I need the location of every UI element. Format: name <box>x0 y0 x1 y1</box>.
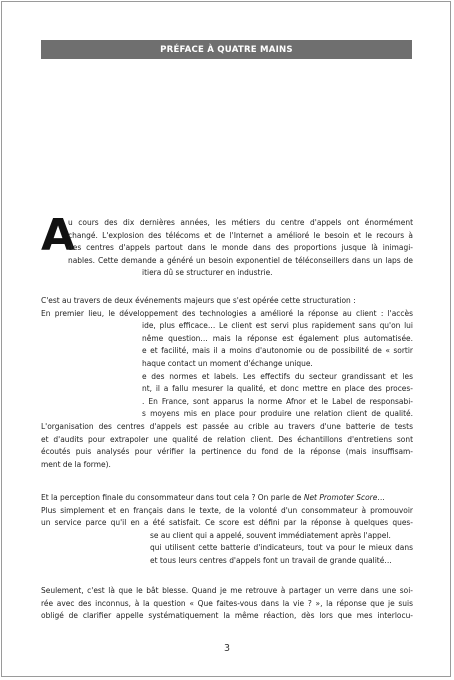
text-line: écoutés puis analysés pour vérifier la pertinence du fond de la réponse (mais insuffisam- <box>41 446 413 457</box>
text-line <box>41 491 413 504</box>
text-line: Seulement, c'est là que le bât blesse. Quand je me retrouve à partager un verre dans une soi- <box>41 585 413 595</box>
text-line: un service parce qu'il en a été satisfait. Ce score est défini par la réponse à quelques ques- <box>41 517 413 528</box>
text-line: En premier lieu, le développement des technologies a amélioré la réponse au client : l'accès <box>41 307 413 318</box>
text-line: et d'audits pour extrapoler une qualité de relation client. Des échantillons d'entretiens sont <box>41 433 413 444</box>
paragraph-intro <box>41 210 413 279</box>
paragraph-structuration <box>41 294 413 470</box>
text-line: se au client qui a appelé, souvent immédiatement après l'appel. <box>150 529 391 540</box>
text-line: . En France, sont apparus la norme Afnor et le Label de responsabi- <box>142 395 413 406</box>
text-line: L'organisation des centres d'appels est passée au crible au travers d'une batterie de tests <box>41 420 413 431</box>
text-line: ment de la forme). <box>41 458 111 469</box>
page-number: 3 <box>223 643 231 654</box>
text-fragment: … <box>377 492 385 502</box>
text-line: e et facilité, mais il a moins d'autonomie ou de possibilité de « sortir <box>142 345 413 356</box>
paragraph-perception <box>41 491 413 567</box>
paragraph-seulement <box>41 584 413 622</box>
text-line: nt, il a fallu mesurer la qualité, et donc mettre en place des proces- <box>142 383 413 394</box>
text-line: nême question… mais la réponse est également plus automatisée. <box>142 332 413 343</box>
text-line: ide, plus efficace… Le client est servi plus rapidement sans qu'on lui <box>142 320 413 331</box>
text-line: et tous leurs centres d'appels font un travail de grande qualité… <box>150 554 392 565</box>
text-line: Plus simplement et en français dans le texte, de la volonté d'un consommateur à promouvoir <box>41 504 413 515</box>
text-line: C'est au travers de deux événements majeurs que s'est opérée cette structuration : <box>41 295 356 305</box>
text-line: haque contact un moment d'échange unique. <box>142 357 313 368</box>
chapter-title: PRÉFACE À QUATRE MAINS <box>160 44 293 55</box>
text-line: e des normes et labels. Les effectifs du secteur grandissant et les <box>142 370 413 381</box>
text-line: u cours des dix dernières années, les métiers du centre d'appels ont énormément <box>68 217 413 227</box>
text-line: nables. Cette demande a généré un besoin exponentiel de téléconseillers dans un laps de <box>68 254 413 265</box>
emphasis-nps: Net Promoter Score <box>303 492 378 502</box>
text-line: changé. L'explosion des télécoms et de l'Internet a amélioré le besoin et le recours à <box>68 229 413 240</box>
text-line: rée avec des inconnus, à la question « Que faites-vous dans la vie ? », la réponse que je suis <box>41 597 413 608</box>
chapter-header <box>41 40 412 59</box>
text-fragment: Et la perception finale du consommateur dans tout cela ? On parle de <box>41 492 304 502</box>
text-line: qui utilisent cette batterie d'indicateurs, tout va pour le mieux dans <box>150 542 413 553</box>
text-line: itiera dû se structurer en industrie. <box>142 267 273 278</box>
text-line: s moyens mis en place pour produire une relation client de qualité. <box>142 408 413 419</box>
text-line: des centres d'appels partout dans le monde dans des proportions jusque là inimagi- <box>68 242 413 253</box>
drop-cap: A <box>41 210 76 261</box>
text-line: obligé de clarifier appelle systématiquement la même réaction, dès lors que mes interlocu- <box>41 610 413 621</box>
